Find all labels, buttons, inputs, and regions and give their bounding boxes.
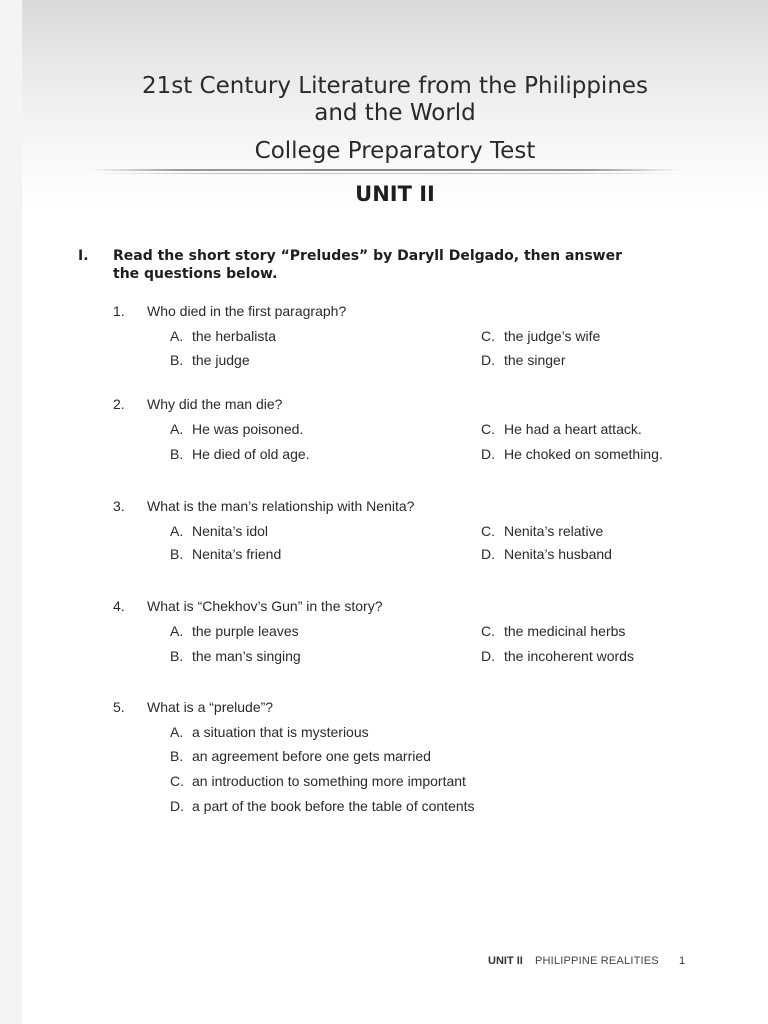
document-subtitle: College Preparatory Test (254, 138, 536, 164)
option-text: Nenita’s relative (504, 523, 604, 539)
option-letter: B. (170, 546, 184, 562)
option-letter: A. (170, 421, 184, 437)
question-text: What is the man’s relationship with Nenita? (147, 498, 415, 514)
option-letter: A. (170, 724, 184, 740)
question-number: 4. (113, 598, 125, 614)
option-text: He died of old age. (192, 446, 310, 462)
question-number: 5. (113, 699, 125, 715)
option-text: the purple leaves (192, 623, 299, 639)
option-letter: A. (170, 523, 184, 539)
option-letter: D. (481, 352, 495, 368)
option-letter: D. (481, 446, 495, 462)
unit-heading: UNIT II (355, 182, 435, 206)
option-letter: B. (170, 748, 184, 764)
option-letter: C. (481, 421, 495, 437)
title-line-2: and the World (314, 100, 476, 126)
question-number: 3. (113, 498, 125, 514)
option-letter: D. (170, 798, 184, 814)
option-text: He choked on something. (504, 446, 663, 462)
option-text: a part of the book before the table of contents (192, 798, 475, 814)
question-text: Why did the man die? (147, 396, 283, 412)
document-title (22, 73, 768, 127)
option-text: Nenita’s husband (504, 546, 612, 562)
page-number: 1 (679, 955, 686, 967)
option-text: He had a heart attack. (504, 421, 642, 437)
option-text: the man’s singing (192, 648, 301, 664)
option-text: Nenita’s friend (192, 546, 282, 562)
page-margin-strip (0, 0, 22, 1024)
option-text: the singer (504, 352, 566, 368)
option-text: the judge (192, 352, 250, 368)
option-letter: D. (481, 546, 495, 562)
option-text: an agreement before one gets married (192, 748, 431, 764)
question-text: Who died in the first paragraph? (147, 303, 347, 319)
option-letter: A. (170, 328, 184, 344)
header-divider-thin (90, 173, 680, 174)
footer-unit-title: PHILIPPINE REALITIES (535, 955, 659, 967)
section-number: I. (78, 248, 89, 264)
question-number: 1. (113, 303, 125, 319)
option-text: the judge’s wife (504, 328, 601, 344)
question-text: What is a “prelude”? (147, 699, 274, 715)
option-text: a situation that is mysterious (192, 724, 369, 740)
option-text: the herbalista (192, 328, 277, 344)
option-text: Nenita’s idol (192, 523, 269, 539)
section-instruction: Read the short story “Preludes” by Daryll Delgado, then answer the questions below. (113, 248, 623, 282)
option-text: an introduction to something more important (192, 773, 466, 789)
option-letter: B. (170, 446, 184, 462)
option-letter: C. (170, 773, 184, 789)
question-number: 2. (113, 396, 125, 412)
option-text: He was poisoned. (192, 421, 304, 437)
option-letter: C. (481, 623, 495, 639)
option-letter: B. (170, 648, 184, 664)
option-letter: C. (481, 328, 495, 344)
option-text: the incoherent words (504, 648, 634, 664)
footer-unit-label: UNIT II (488, 955, 523, 967)
option-letter: C. (481, 523, 495, 539)
question-text: What is “Chekhov’s Gun” in the story? (147, 598, 383, 614)
option-text: the medicinal herbs (504, 623, 626, 639)
header-divider (90, 169, 680, 171)
option-letter: D. (481, 648, 495, 664)
title-line-1: 21st Century Literature from the Philippines (141, 73, 649, 99)
option-letter: A. (170, 623, 184, 639)
option-letter: B. (170, 352, 184, 368)
